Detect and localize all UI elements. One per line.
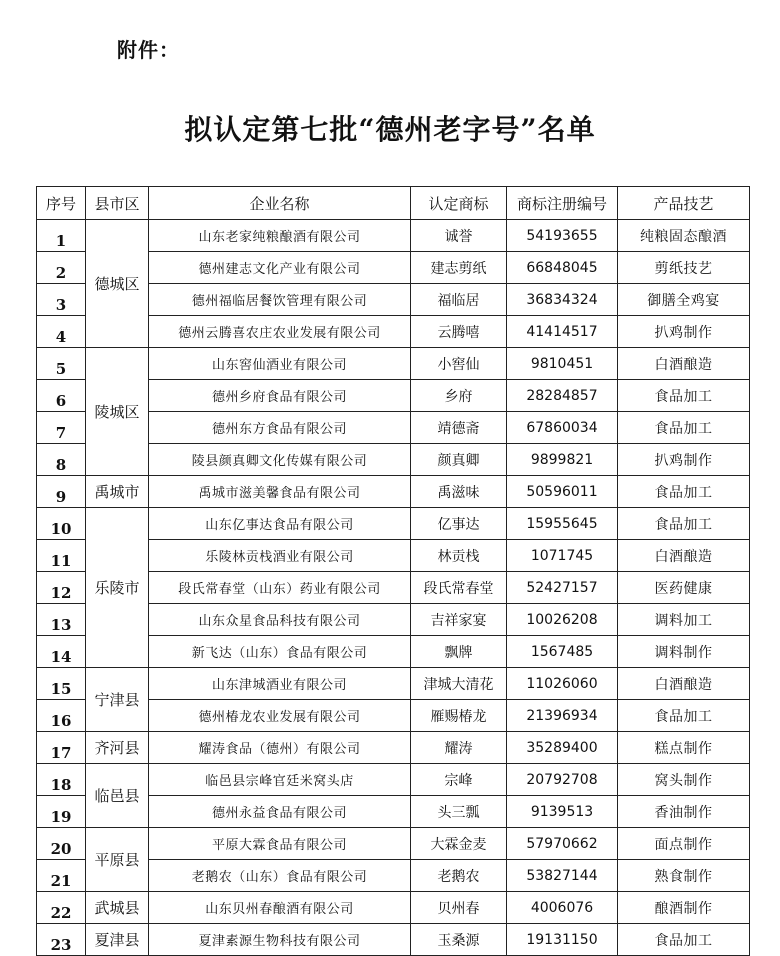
col-header-product: 产品技艺 bbox=[618, 187, 750, 220]
cell-company: 山东窖仙酒业有限公司 bbox=[149, 348, 411, 380]
cell-reg-no: 1071745 bbox=[507, 540, 618, 572]
cell-product: 窝头制作 bbox=[618, 764, 750, 796]
cell-company: 临邑县宗峰官廷米窝头店 bbox=[149, 764, 411, 796]
cell-trademark: 津城大清花 bbox=[411, 668, 507, 700]
cell-no: 3 bbox=[37, 284, 86, 316]
cell-product: 食品加工 bbox=[618, 380, 750, 412]
table-row bbox=[37, 476, 750, 508]
cell-product: 医药健康 bbox=[618, 572, 750, 604]
cell-county: 宁津县 bbox=[86, 668, 149, 732]
cell-trademark: 诚誉 bbox=[411, 220, 507, 252]
cell-reg-no: 28284857 bbox=[507, 380, 618, 412]
cell-no: 4 bbox=[37, 316, 86, 348]
cell-no: 6 bbox=[37, 380, 86, 412]
cell-product: 熟食制作 bbox=[618, 860, 750, 892]
cell-no: 18 bbox=[37, 764, 86, 796]
cell-reg-no: 41414517 bbox=[507, 316, 618, 348]
cell-no: 5 bbox=[37, 348, 86, 380]
cell-county: 夏津县 bbox=[86, 924, 149, 956]
cell-trademark: 宗峰 bbox=[411, 764, 507, 796]
cell-no: 11 bbox=[37, 540, 86, 572]
table-row bbox=[37, 892, 750, 924]
table-row bbox=[37, 764, 750, 796]
cell-trademark: 雁赐椿龙 bbox=[411, 700, 507, 732]
cell-trademark: 大霖金麦 bbox=[411, 828, 507, 860]
cell-trademark: 头三瓢 bbox=[411, 796, 507, 828]
cell-company: 山东津城酒业有限公司 bbox=[149, 668, 411, 700]
cell-trademark: 贝州春 bbox=[411, 892, 507, 924]
cell-trademark: 段氏常春堂 bbox=[411, 572, 507, 604]
cell-company: 山东贝州春酿酒有限公司 bbox=[149, 892, 411, 924]
cell-no: 20 bbox=[37, 828, 86, 860]
cell-product: 香油制作 bbox=[618, 796, 750, 828]
cell-trademark: 靖德斋 bbox=[411, 412, 507, 444]
cell-reg-no: 54193655 bbox=[507, 220, 618, 252]
cell-county: 陵城区 bbox=[86, 348, 149, 476]
cell-company: 德州云腾喜农庄农业发展有限公司 bbox=[149, 316, 411, 348]
cell-product: 纯粮固态酿酒 bbox=[618, 220, 750, 252]
cell-product: 扒鸡制作 bbox=[618, 444, 750, 476]
cell-trademark: 玉桑源 bbox=[411, 924, 507, 956]
cell-reg-no: 1567485 bbox=[507, 636, 618, 668]
cell-trademark: 乡府 bbox=[411, 380, 507, 412]
cell-product: 调料制作 bbox=[618, 636, 750, 668]
cell-trademark: 吉祥家宴 bbox=[411, 604, 507, 636]
cell-no: 1 bbox=[37, 220, 86, 252]
cell-no: 14 bbox=[37, 636, 86, 668]
table-row bbox=[37, 348, 750, 380]
cell-company: 乐陵林贡栈酒业有限公司 bbox=[149, 540, 411, 572]
cell-company: 山东亿事达食品有限公司 bbox=[149, 508, 411, 540]
cell-company: 德州乡府食品有限公司 bbox=[149, 380, 411, 412]
cell-reg-no: 50596011 bbox=[507, 476, 618, 508]
name-list-table bbox=[36, 186, 750, 956]
cell-reg-no: 4006076 bbox=[507, 892, 618, 924]
cell-county: 禹城市 bbox=[86, 476, 149, 508]
cell-trademark: 福临居 bbox=[411, 284, 507, 316]
col-header-company: 企业名称 bbox=[149, 187, 411, 220]
cell-product: 食品加工 bbox=[618, 700, 750, 732]
cell-reg-no: 15955645 bbox=[507, 508, 618, 540]
cell-product: 白酒酿造 bbox=[618, 540, 750, 572]
cell-reg-no: 9139513 bbox=[507, 796, 618, 828]
cell-trademark: 云腾嘻 bbox=[411, 316, 507, 348]
cell-reg-no: 10026208 bbox=[507, 604, 618, 636]
cell-company: 德州椿龙农业发展有限公司 bbox=[149, 700, 411, 732]
cell-no: 17 bbox=[37, 732, 86, 764]
table-body bbox=[37, 220, 750, 956]
cell-no: 9 bbox=[37, 476, 86, 508]
cell-company: 新飞达（山东）食品有限公司 bbox=[149, 636, 411, 668]
col-header-county: 县市区 bbox=[86, 187, 149, 220]
cell-company: 德州永益食品有限公司 bbox=[149, 796, 411, 828]
cell-county: 武城县 bbox=[86, 892, 149, 924]
cell-reg-no: 36834324 bbox=[507, 284, 618, 316]
cell-county: 齐河县 bbox=[86, 732, 149, 764]
cell-company: 山东老家纯粮酿酒有限公司 bbox=[149, 220, 411, 252]
cell-company: 平原大霖食品有限公司 bbox=[149, 828, 411, 860]
cell-no: 2 bbox=[37, 252, 86, 284]
cell-county: 乐陵市 bbox=[86, 508, 149, 668]
cell-product: 御膳全鸡宴 bbox=[618, 284, 750, 316]
cell-reg-no: 9810451 bbox=[507, 348, 618, 380]
cell-product: 调料加工 bbox=[618, 604, 750, 636]
cell-no: 22 bbox=[37, 892, 86, 924]
attachment-label: 附件： bbox=[117, 38, 180, 62]
col-header-reg-no: 商标注册编号 bbox=[507, 187, 618, 220]
cell-trademark: 林贡栈 bbox=[411, 540, 507, 572]
cell-no: 16 bbox=[37, 700, 86, 732]
cell-company: 德州建志文化产业有限公司 bbox=[149, 252, 411, 284]
cell-trademark: 老鹅农 bbox=[411, 860, 507, 892]
cell-reg-no: 11026060 bbox=[507, 668, 618, 700]
cell-company: 德州东方食品有限公司 bbox=[149, 412, 411, 444]
cell-reg-no: 35289400 bbox=[507, 732, 618, 764]
document-title: 拟认定第七批“德州老字号”名单 bbox=[184, 113, 596, 146]
table-header-row bbox=[37, 187, 750, 220]
cell-product: 食品加工 bbox=[618, 508, 750, 540]
cell-company: 耀涛食品（德州）有限公司 bbox=[149, 732, 411, 764]
cell-no: 12 bbox=[37, 572, 86, 604]
cell-reg-no: 21396934 bbox=[507, 700, 618, 732]
cell-no: 8 bbox=[37, 444, 86, 476]
cell-company: 段氏常春堂（山东）药业有限公司 bbox=[149, 572, 411, 604]
cell-no: 23 bbox=[37, 924, 86, 956]
cell-no: 21 bbox=[37, 860, 86, 892]
cell-company: 老鹅农（山东）食品有限公司 bbox=[149, 860, 411, 892]
cell-no: 7 bbox=[37, 412, 86, 444]
table-row bbox=[37, 508, 750, 540]
cell-no: 13 bbox=[37, 604, 86, 636]
cell-company: 德州福临居餐饮管理有限公司 bbox=[149, 284, 411, 316]
table-row bbox=[37, 668, 750, 700]
cell-product: 扒鸡制作 bbox=[618, 316, 750, 348]
col-header-trademark: 认定商标 bbox=[411, 187, 507, 220]
cell-product: 食品加工 bbox=[618, 412, 750, 444]
cell-trademark: 亿事达 bbox=[411, 508, 507, 540]
table-row bbox=[37, 828, 750, 860]
cell-company: 夏津素源生物科技有限公司 bbox=[149, 924, 411, 956]
cell-trademark: 飘牌 bbox=[411, 636, 507, 668]
cell-reg-no: 57970662 bbox=[507, 828, 618, 860]
cell-company: 陵县颜真卿文化传媒有限公司 bbox=[149, 444, 411, 476]
cell-reg-no: 52427157 bbox=[507, 572, 618, 604]
cell-product: 糕点制作 bbox=[618, 732, 750, 764]
cell-product: 食品加工 bbox=[618, 924, 750, 956]
table-row bbox=[37, 732, 750, 764]
cell-product: 剪纸技艺 bbox=[618, 252, 750, 284]
cell-reg-no: 20792708 bbox=[507, 764, 618, 796]
cell-trademark: 建志剪纸 bbox=[411, 252, 507, 284]
cell-product: 食品加工 bbox=[618, 476, 750, 508]
cell-reg-no: 9899821 bbox=[507, 444, 618, 476]
cell-reg-no: 19131150 bbox=[507, 924, 618, 956]
table-row bbox=[37, 220, 750, 252]
cell-trademark: 小窖仙 bbox=[411, 348, 507, 380]
cell-reg-no: 66848045 bbox=[507, 252, 618, 284]
cell-trademark: 耀涛 bbox=[411, 732, 507, 764]
cell-product: 酿酒制作 bbox=[618, 892, 750, 924]
cell-trademark: 禹滋味 bbox=[411, 476, 507, 508]
table-row bbox=[37, 924, 750, 956]
cell-no: 15 bbox=[37, 668, 86, 700]
cell-product: 面点制作 bbox=[618, 828, 750, 860]
cell-no: 10 bbox=[37, 508, 86, 540]
cell-company: 禹城市滋美馨食品有限公司 bbox=[149, 476, 411, 508]
cell-reg-no: 53827144 bbox=[507, 860, 618, 892]
cell-company: 山东众星食品科技有限公司 bbox=[149, 604, 411, 636]
cell-product: 白酒酿造 bbox=[618, 668, 750, 700]
cell-product: 白酒酿造 bbox=[618, 348, 750, 380]
cell-reg-no: 67860034 bbox=[507, 412, 618, 444]
cell-no: 19 bbox=[37, 796, 86, 828]
cell-county: 德城区 bbox=[86, 220, 149, 348]
col-header-no: 序号 bbox=[37, 187, 86, 220]
cell-county: 平原县 bbox=[86, 828, 149, 892]
cell-trademark: 颜真卿 bbox=[411, 444, 507, 476]
cell-county: 临邑县 bbox=[86, 764, 149, 828]
